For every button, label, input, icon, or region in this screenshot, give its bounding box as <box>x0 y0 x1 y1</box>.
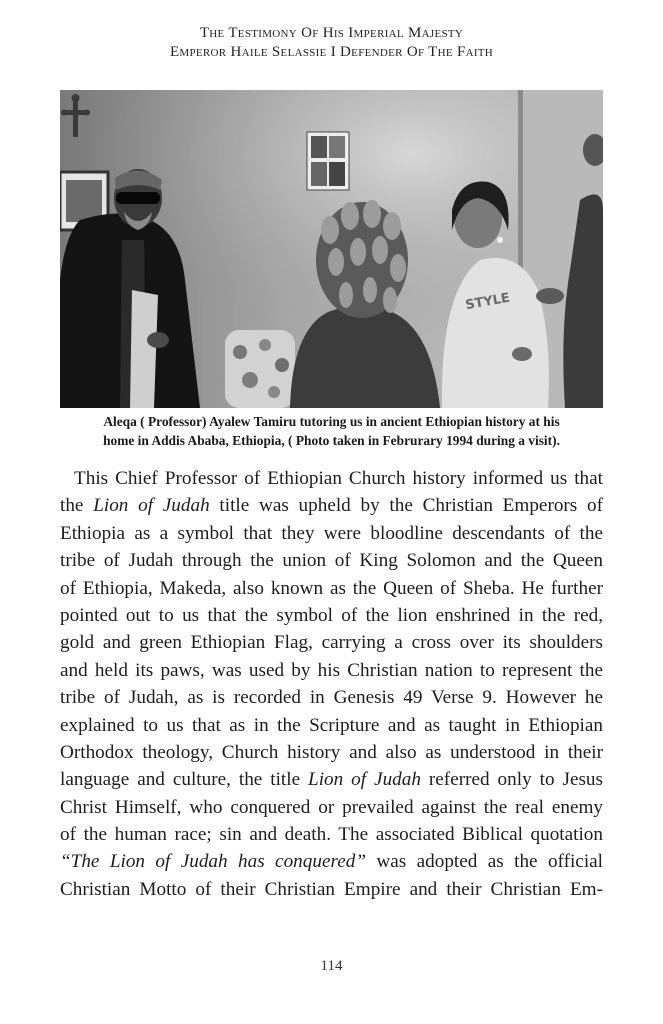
italic-phrase: “The Lion of Judah has conquered” <box>60 851 366 873</box>
italic-phrase: Lion of Judah <box>308 769 421 791</box>
text-line: language and culture, the title Lion of Judah referred only to Jesus <box>60 769 603 791</box>
text-line: Ethiopia as a symbol that they were bloodline descendants of the <box>60 522 603 544</box>
photo-caption-line-1: Aleqa ( Professor) Ayalew Tamiru tutoring us in ancient Ethiopian history at his <box>103 414 560 429</box>
text-line: of the human race; sin and death. The associated Biblical quotation <box>60 824 603 846</box>
text-line: and held its paws, was used by his Christian nation to represent the <box>60 659 603 681</box>
text-line: explained to us that as in the Scripture and as taught in Ethiopian <box>60 714 603 736</box>
text-line: tribe of Judah through the union of King Solomon and the Queen <box>60 550 603 572</box>
text-line: Orthodox theology, Church history and also as understood in their <box>60 741 603 763</box>
page-number: 114 <box>320 958 343 974</box>
text-line: “The Lion of Judah has conquered” was adopted as the official <box>60 851 603 873</box>
italic-phrase: Lion of Judah <box>93 495 210 517</box>
wall-photo-collage <box>307 132 349 190</box>
text-line: This Chief Professor of Ethiopian Church history informed us that <box>74 468 603 489</box>
floral-sofa <box>225 330 295 408</box>
photo-illustration <box>60 90 603 408</box>
photograph <box>60 90 603 408</box>
running-header-line-2: Emperor Haile Selassie I Defender Of The Faith <box>169 44 494 60</box>
text-line: tribe of Judah, as is recorded in Genesis 49 Verse 9. However he <box>60 687 603 709</box>
text-line: of Ethiopia, Makeda, also known as the Queen of Sheba. He further <box>60 577 603 599</box>
shirt-print: STYLE <box>464 290 512 314</box>
text-line: Christ Himself, who conquered or prevailed against the real enemy <box>60 796 603 818</box>
text-line: Christian Motto of their Christian Empire and their Christian Em- <box>60 878 603 900</box>
body-paragraph <box>60 465 603 903</box>
running-header-line-1: The Testimony Of His Imperial Majesty <box>199 25 464 41</box>
photo-caption-line-2: home in Addis Ababa, Ethiopia, ( Photo taken in Februrary 1994 during a visit). <box>103 433 560 448</box>
text-line: pointed out to us that the symbol of the lion enshrined in the red, <box>60 604 603 626</box>
text-line: the Lion of Judah title was upheld by the Christian Emperors of <box>60 495 603 517</box>
text-line: gold and green Ethiopian Flag, carrying a cross over its shoulders <box>60 632 603 654</box>
